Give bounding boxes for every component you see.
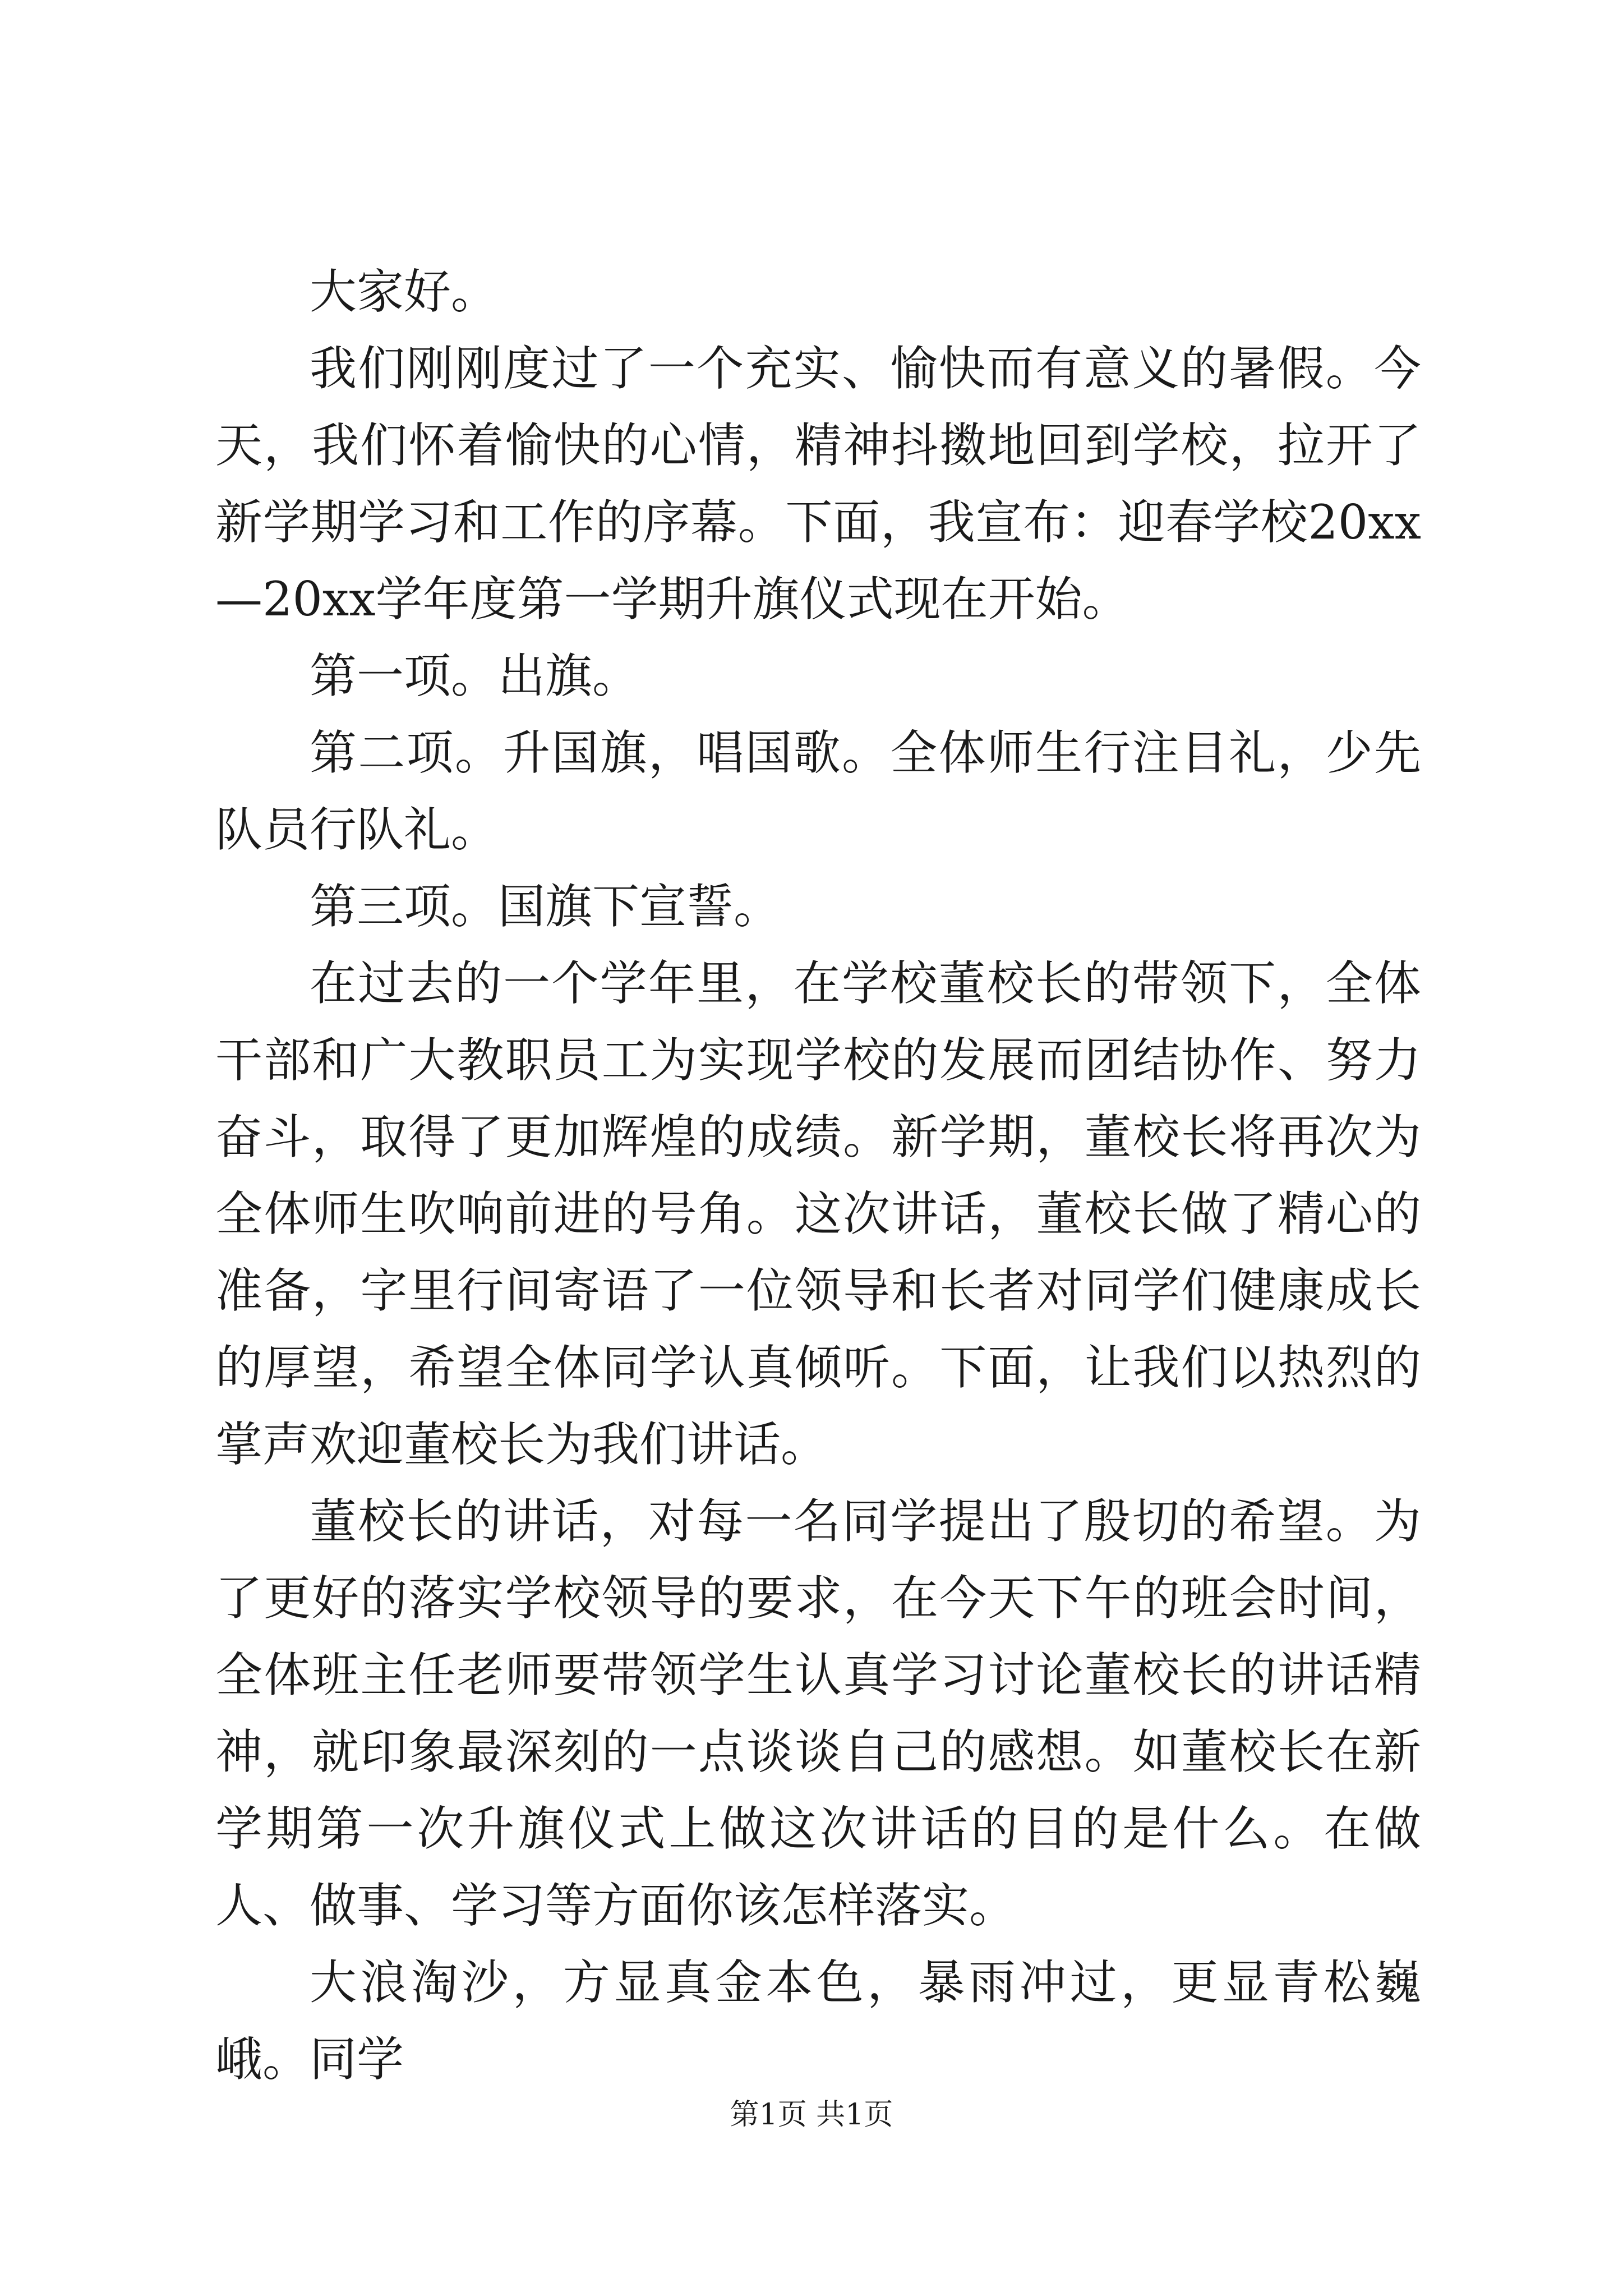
- paragraph-after-speech: 董校长的讲话，对每一名同学提出了殷切的希望。为了更好的落实学校领导的要求，在今天下午的班会时间，全体班主任老师要带领学生认真学习讨论董校长的讲话精神，就印象最深刻的一点谈谈自己的感想。如董校长在新学期第一次升旗仪式上做这次讲话的目的是什么。在做人、做事、学习等方面你该怎样落实。: [215, 1494, 1421, 1933]
- page-footer: 第1页 共1页: [730, 2098, 893, 2132]
- paragraph-opening: 我们刚刚度过了一个充实、愉快而有意义的暑假。今天，我们怀着愉快的心情，精神抖擞地回到学校，拉开了新学期学习和工作的序幕。下面，我宣布：迎春学校20xx—20xx学年度第一学期升旗仪式现在开始。: [215, 341, 1421, 627]
- paragraph-item-2: 第二项。升国旗，唱国歌。全体师生行注目礼，少先队员行队礼。: [215, 725, 1421, 857]
- paragraph-item-1: 第一项。出旗。: [310, 648, 640, 703]
- document-body: [215, 254, 1421, 2098]
- paragraph-item-3: 第三项。国旗下宣誓。: [310, 879, 781, 934]
- paragraph-intro-speech: 在过去的一个学年里，在学校董校长的带领下，全体干部和广大教职员工为实现学校的发展而团结协作、努力奋斗，取得了更加辉煌的成绩。新学期，董校长将再次为全体师生吹响前进的号角。这次讲话，董校长做了精心的准备，字里行间寄语了一位领导和长者对同学们健康成长的厚望，希望全体同学认真倾听。下面，让我们以热烈的掌声欢迎董校长为我们讲话。: [215, 956, 1421, 1472]
- paragraph-closing: 大浪淘沙，方显真金本色，暴雨冲过，更显青松巍峨。同学: [215, 1955, 1421, 2087]
- paragraph-greeting: 大家好。: [310, 264, 499, 319]
